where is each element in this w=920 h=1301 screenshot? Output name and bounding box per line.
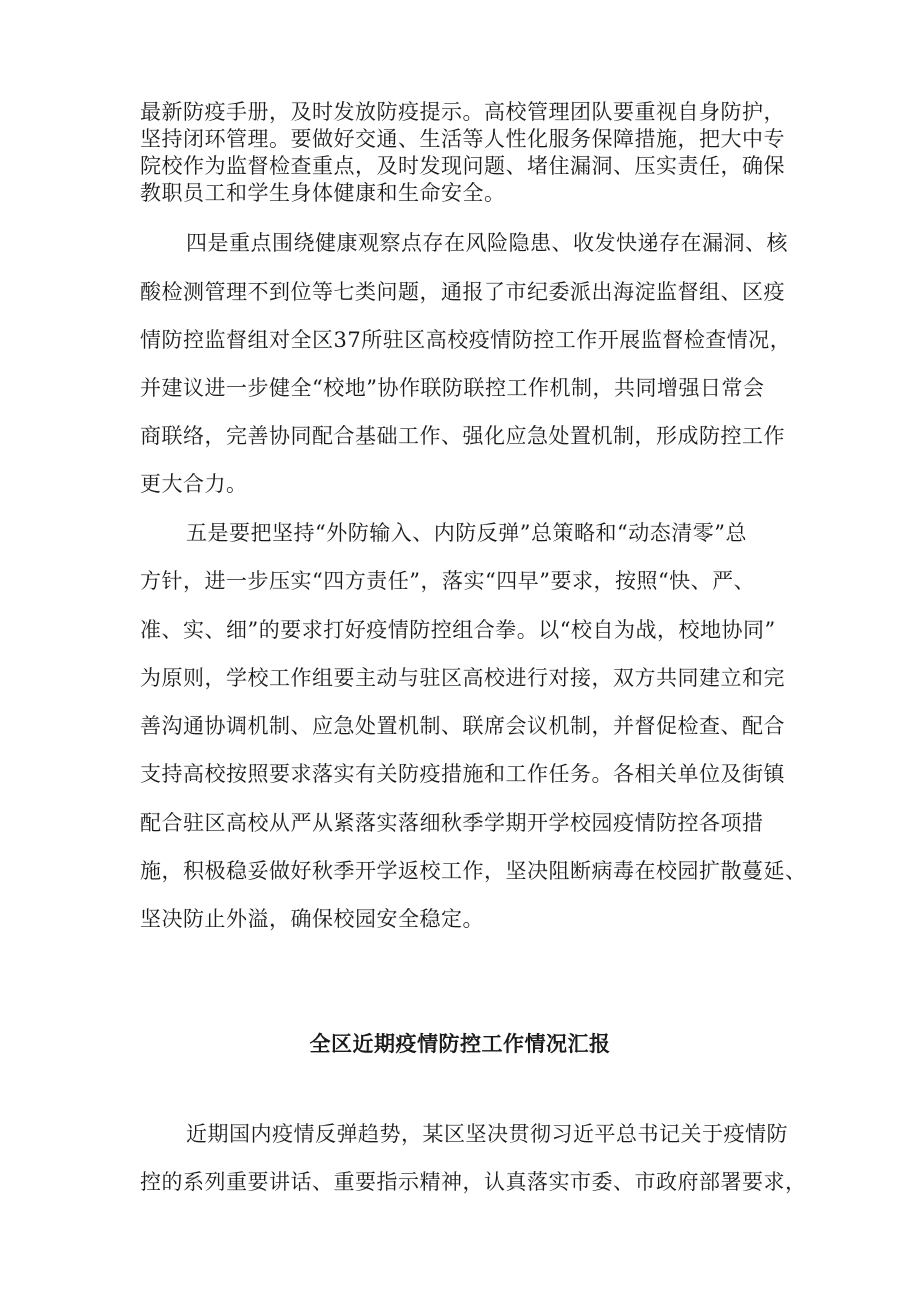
text-line: 更大合力。 bbox=[140, 472, 248, 496]
paragraph-five-first-line: 五是要把坚持“外防输入、内防反弹”总策略和“动态清零”总 bbox=[186, 521, 747, 545]
intro-first-line: 近期国内疫情反弹趋势，某区坚决贯彻习近平总书记关于疫情防 bbox=[186, 1122, 788, 1146]
text-line: 准、实、细”的要求打好疫情防控组合拳。以“校自为战，校地协同” bbox=[140, 618, 776, 642]
section-title: 全区近期疫情防控工作情况汇报 bbox=[309, 1031, 611, 1056]
text-line: 控的系列重要讲话、重要指示精神，认真落实市委、市政府部署要求， bbox=[140, 1170, 807, 1194]
text-line: 情防控监督组对全区37所驻区高校疫情防控工作开展监督检查情况， bbox=[140, 328, 792, 352]
text-line: 支持高校按照要求落实有关防疫措施和工作任务。各相关单位及街镇 bbox=[140, 762, 785, 786]
text-line: 坚持闭环管理。要做好交通、生活等人性化服务保障措施，把大中专 bbox=[140, 127, 785, 151]
text-line: 配合驻区高校从严从紧落实落细秋季学期开学校园疫情防控各项措 bbox=[140, 811, 764, 835]
text-line: 并建议进一步健全“校地”协作联防联控工作机制，共同增强日常会 bbox=[140, 376, 765, 400]
text-line: 方针，进一步压实“四方责任”，落实“四早”要求，按照“快、严、 bbox=[140, 569, 756, 593]
text-line: 善沟通协调机制、应急处置机制、联席会议机制，并督促检查、配合 bbox=[140, 714, 785, 738]
text-line: 院校作为监督检查重点，及时发现问题、堵住漏洞、压实责任，确保 bbox=[140, 154, 785, 178]
paragraph-four-first-line: 四是重点围绕健康观察点存在风险隐患、收发快递存在漏洞、核 bbox=[186, 231, 788, 255]
text-line: 坚决防止外溢，确保校园安全稳定。 bbox=[140, 907, 484, 931]
text-line: 商联络，完善协同配合基础工作、强化应急处置机制，形成防控工作 bbox=[140, 424, 785, 448]
text-line: 酸检测管理不到位等七类问题，通报了市纪委派出海淀监督组、区疫 bbox=[140, 280, 785, 304]
text-line: 施，积极稳妥做好秋季开学返校工作，坚决阻断病毒在校园扩散蔓延、 bbox=[140, 859, 807, 883]
text-line: 为原则，学校工作组要主动与驻区高校进行对接，双方共同建立和完 bbox=[140, 666, 785, 690]
text-line: 教职员工和学生身体健康和生命安全。 bbox=[140, 181, 506, 205]
text-line: 最新防疫手册，及时发放防疫提示。高校管理团队要重视自身防护， bbox=[140, 100, 785, 124]
